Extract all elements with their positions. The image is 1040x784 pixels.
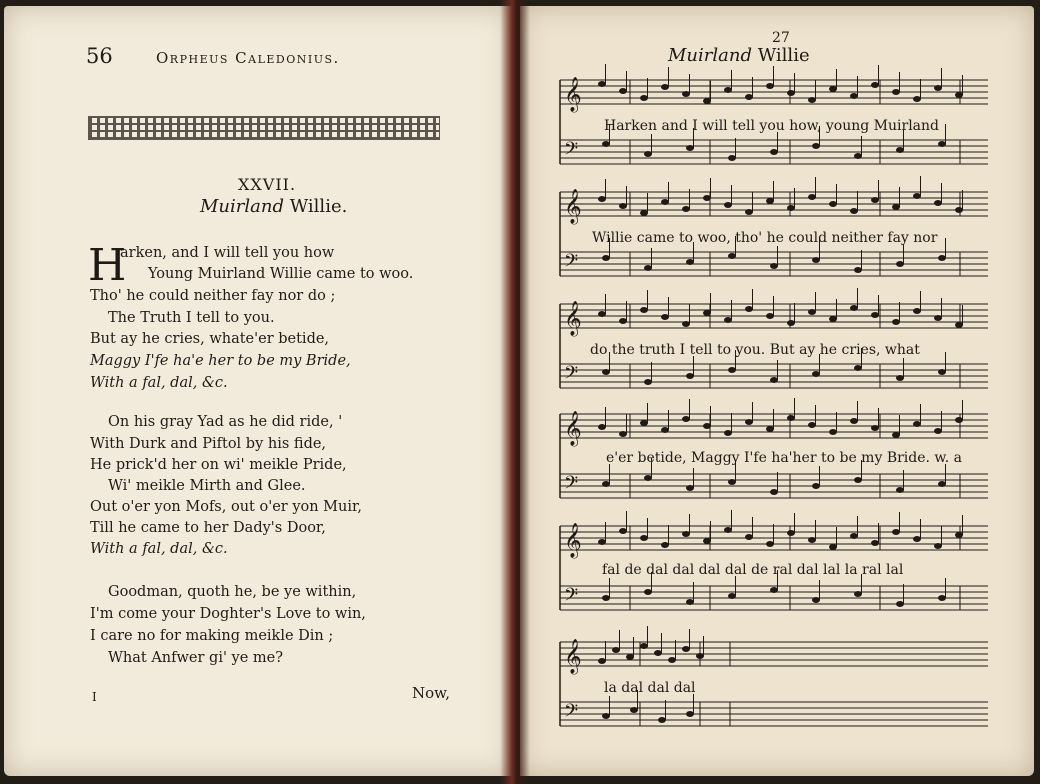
- verse-line: Goodman, quoth he, be ye within,: [108, 584, 357, 600]
- treble-clef: 𝄞: [564, 639, 582, 674]
- bass-clef: 𝄢: [564, 251, 579, 276]
- bass-note: [812, 143, 820, 149]
- treble-note: [766, 541, 774, 547]
- treble-note: [934, 85, 942, 91]
- treble-note: [619, 203, 627, 209]
- treble-note: [598, 81, 606, 87]
- treble-note: [829, 429, 837, 435]
- bass-note: [602, 595, 610, 601]
- treble-note: [626, 654, 634, 660]
- treble-note: [682, 321, 690, 327]
- bass-note: [896, 261, 904, 267]
- song-title-italic: Muirland: [200, 196, 284, 217]
- treble-note: [682, 416, 690, 422]
- bass-note: [602, 255, 610, 261]
- signature-mark: I: [92, 690, 97, 704]
- ornamental-border: [88, 116, 440, 140]
- treble-note: [934, 428, 942, 434]
- lyric-line: la dal dal dal: [604, 680, 696, 696]
- treble-note: [661, 84, 669, 90]
- bass-note: [686, 259, 694, 265]
- catchword: Now,: [412, 684, 450, 702]
- treble-note: [850, 305, 858, 311]
- running-head: Orpheus Caledonius.: [156, 49, 340, 67]
- treble-note: [892, 432, 900, 438]
- treble-note: [955, 532, 963, 538]
- bass-note: [686, 485, 694, 491]
- verse-line: Wi' meikle Mirth and Glee.: [108, 478, 306, 494]
- treble-note: [787, 90, 795, 96]
- treble-note: [703, 538, 711, 544]
- bass-note: [658, 717, 666, 723]
- treble-note: [724, 527, 732, 533]
- treble-note: [724, 202, 732, 208]
- treble-note: [745, 94, 753, 100]
- lyric-line: do the truth I tell to you. But ay he cries, what: [590, 342, 920, 358]
- bass-note: [938, 369, 946, 375]
- bass-clef: 𝄢: [564, 363, 579, 388]
- verse-line: Maggy I'fe ha'e her to be my Bride,: [90, 353, 351, 369]
- treble-note: [850, 208, 858, 214]
- treble-note: [892, 89, 900, 95]
- bass-note: [602, 369, 610, 375]
- treble-note: [850, 93, 858, 99]
- bass-note: [854, 365, 862, 371]
- treble-note: [640, 95, 648, 101]
- treble-note: [934, 315, 942, 321]
- bass-note: [770, 377, 778, 383]
- treble-note: [787, 205, 795, 211]
- verse-line: The Truth I tell to you.: [108, 310, 275, 326]
- bass-note: [938, 141, 946, 147]
- treble-note: [892, 319, 900, 325]
- treble-note: [871, 312, 879, 318]
- verse-line: Out o'er yon Mofs, out o'er yon Muir,: [90, 499, 362, 515]
- bass-note: [812, 597, 820, 603]
- treble-clef: 𝄞: [564, 411, 582, 446]
- treble-note: [766, 313, 774, 319]
- bass-note: [938, 255, 946, 261]
- treble-note: [640, 420, 648, 426]
- treble-note: [640, 210, 648, 216]
- verse-refrain: With a fal, dal, &c.: [90, 375, 228, 391]
- bass-note: [728, 593, 736, 599]
- bass-note: [938, 481, 946, 487]
- treble-note: [612, 647, 620, 653]
- treble-note: [661, 199, 669, 205]
- treble-note: [766, 426, 774, 432]
- treble-note: [619, 431, 627, 437]
- treble-note: [829, 86, 837, 92]
- treble-note: [955, 417, 963, 423]
- treble-note: [703, 310, 711, 316]
- verse-refrain: With a fal, dal, &c.: [90, 541, 228, 557]
- bass-note: [728, 479, 736, 485]
- treble-note: [619, 88, 627, 94]
- verse-line: With Durk and Piftol by his fide,: [90, 436, 327, 452]
- verse-line: I'm come your Doghter's Love to win,: [90, 606, 366, 622]
- treble-note: [619, 528, 627, 534]
- drop-cap: H: [88, 240, 127, 291]
- treble-note: [913, 308, 921, 314]
- treble-note: [955, 92, 963, 98]
- treble-note: [808, 194, 816, 200]
- song-title-roman: Willie.: [289, 196, 348, 217]
- treble-clef: 𝄞: [564, 77, 582, 112]
- bass-clef: 𝄢: [564, 701, 579, 726]
- treble-note: [829, 201, 837, 207]
- bass-note: [770, 489, 778, 495]
- treble-note: [808, 537, 816, 543]
- treble-note: [871, 425, 879, 431]
- bass-note: [896, 147, 904, 153]
- lyric-line: fal de dal dal dal dal de ral dal lal la ral lal: [602, 562, 904, 578]
- treble-note: [850, 418, 858, 424]
- bass-note: [854, 591, 862, 597]
- treble-note: [745, 534, 753, 540]
- treble-note: [955, 207, 963, 213]
- lyric-line: Willie came to woo, tho' he could neither fay nor: [592, 230, 938, 246]
- treble-note: [682, 646, 690, 652]
- bass-note: [896, 487, 904, 493]
- treble-note: [955, 322, 963, 328]
- treble-note: [913, 536, 921, 542]
- treble-note: [703, 423, 711, 429]
- verse-line: On his gray Yad as he did ride, ': [108, 414, 343, 430]
- bass-note: [644, 475, 652, 481]
- bass-note: [602, 481, 610, 487]
- treble-note: [661, 542, 669, 548]
- treble-note: [724, 87, 732, 93]
- treble-note: [871, 197, 879, 203]
- bass-note: [686, 373, 694, 379]
- bass-note: [728, 253, 736, 259]
- treble-note: [703, 98, 711, 104]
- treble-note: [766, 83, 774, 89]
- treble-clef: 𝄞: [564, 523, 582, 558]
- treble-clef: 𝄞: [564, 301, 582, 336]
- verse-line: But ay he cries, whate'er betide,: [90, 331, 330, 347]
- treble-note: [703, 195, 711, 201]
- bass-note: [812, 371, 820, 377]
- treble-note: [745, 209, 753, 215]
- treble-note: [787, 320, 795, 326]
- treble-note: [654, 650, 662, 656]
- bass-note: [602, 141, 610, 147]
- bass-note: [630, 707, 638, 713]
- treble-note: [724, 317, 732, 323]
- bass-note: [644, 379, 652, 385]
- bass-note: [686, 711, 694, 717]
- treble-note: [598, 311, 606, 317]
- bass-note: [770, 263, 778, 269]
- treble-note: [808, 309, 816, 315]
- song-title: [200, 196, 347, 217]
- verse-line: Tho' he could neither fay nor do ;: [90, 288, 336, 304]
- treble-note: [766, 198, 774, 204]
- bass-clef: 𝄢: [564, 585, 579, 610]
- treble-note: [892, 204, 900, 210]
- treble-note: [871, 540, 879, 546]
- bass-note: [644, 589, 652, 595]
- bass-note: [686, 145, 694, 151]
- treble-note: [808, 97, 816, 103]
- music-title-roman: Willie: [757, 45, 810, 66]
- bass-note: [602, 713, 610, 719]
- treble-note: [682, 206, 690, 212]
- treble-note: [934, 543, 942, 549]
- treble-note: [668, 657, 676, 663]
- bass-note: [812, 483, 820, 489]
- bass-note: [854, 477, 862, 483]
- bass-clef: 𝄢: [564, 139, 579, 164]
- verse-line: What Anfwer gi' ye me?: [108, 650, 284, 666]
- verse-line: arken, and I will tell you how: [120, 245, 335, 261]
- treble-clef: 𝄞: [564, 189, 582, 224]
- lyric-line: Harken and I will tell you how, young Muirland: [604, 118, 940, 134]
- verse-line: He prick'd her on wi' meikle Pride,: [90, 457, 347, 473]
- treble-note: [661, 427, 669, 433]
- bass-note: [896, 601, 904, 607]
- treble-note: [640, 535, 648, 541]
- treble-note: [913, 421, 921, 427]
- treble-note: [934, 200, 942, 206]
- verse-line: Till he came to her Dady's Door,: [90, 520, 326, 536]
- right-page-number: 27: [772, 30, 790, 46]
- treble-note: [850, 533, 858, 539]
- lyric-line: e'er betide, Maggy I'fe ha'her to be my Bride. w. a: [606, 450, 962, 466]
- bass-clef: 𝄢: [564, 473, 579, 498]
- music-title-italic: Muirland: [668, 45, 752, 66]
- treble-note: [787, 415, 795, 421]
- treble-note: [696, 653, 704, 659]
- bass-note: [728, 367, 736, 373]
- treble-note: [598, 539, 606, 545]
- treble-note: [892, 529, 900, 535]
- left-page-number: 56: [86, 44, 113, 68]
- treble-note: [829, 544, 837, 550]
- treble-note: [682, 91, 690, 97]
- treble-note: [724, 430, 732, 436]
- treble-note: [598, 424, 606, 430]
- treble-note: [913, 193, 921, 199]
- bass-note: [770, 149, 778, 155]
- treble-note: [787, 530, 795, 536]
- treble-note: [640, 643, 648, 649]
- bass-note: [770, 587, 778, 593]
- bass-note: [686, 599, 694, 605]
- treble-note: [598, 658, 606, 664]
- treble-note: [913, 96, 921, 102]
- treble-note: [640, 307, 648, 313]
- bass-note: [854, 153, 862, 159]
- bass-note: [644, 265, 652, 271]
- treble-note: [808, 422, 816, 428]
- treble-note: [661, 314, 669, 320]
- treble-note: [619, 318, 627, 324]
- verse-line: I care no for making meikle Din ;: [90, 628, 334, 644]
- treble-note: [745, 419, 753, 425]
- bass-note: [854, 267, 862, 273]
- bass-note: [728, 155, 736, 161]
- bass-note: [938, 595, 946, 601]
- treble-note: [871, 82, 879, 88]
- treble-note: [829, 316, 837, 322]
- song-number: XXVII.: [238, 175, 297, 194]
- treble-note: [682, 531, 690, 537]
- bass-note: [644, 151, 652, 157]
- treble-note: [745, 306, 753, 312]
- treble-note: [598, 196, 606, 202]
- verse-line: Young Muirland Willie came to woo.: [148, 266, 414, 282]
- bass-note: [896, 375, 904, 381]
- bass-note: [812, 257, 820, 263]
